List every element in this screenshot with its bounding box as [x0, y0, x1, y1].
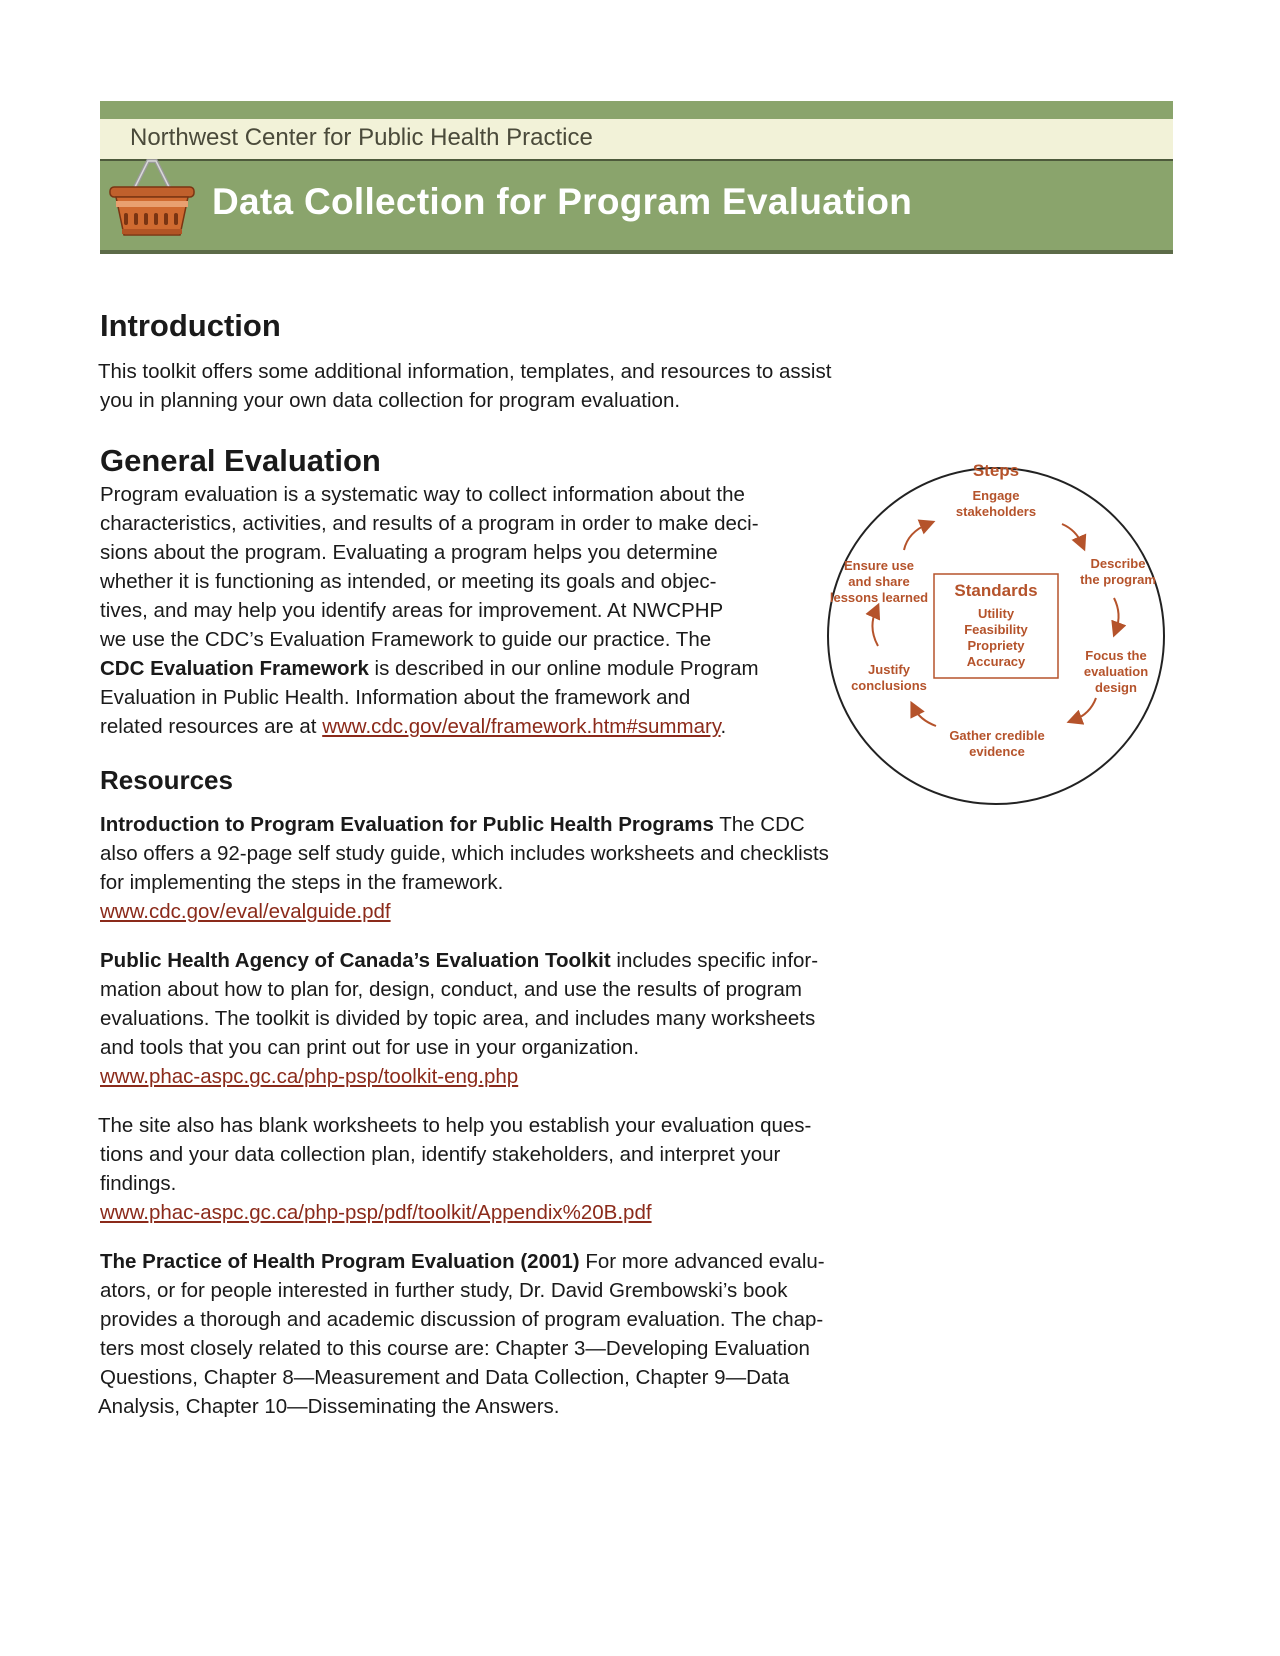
org-bar: [100, 119, 1173, 161]
r2-link-line: [100, 1062, 518, 1091]
step-gather-1: Gather credible: [949, 728, 1045, 743]
step-focus-2: evaluation: [1083, 664, 1149, 679]
r4-line-6: Analysis, Chapter 10—Disseminating the Answers.: [98, 1395, 560, 1418]
general-line-3: sions about the program. Evaluating a program helps you determine: [100, 541, 718, 564]
general-line-9-suffix: .: [720, 715, 727, 738]
r3-line-2: tions and your data collection plan, identify stakeholders, and interpret your: [100, 1143, 781, 1166]
org-name: Northwest Center for Public Health Practice: [130, 124, 593, 151]
r1-line-1: [100, 810, 805, 839]
r4-line-1: [100, 1247, 825, 1276]
r2-title: Public Health Agency of Canada’s Evaluation Toolkit: [100, 949, 611, 972]
step-engage-2: stakeholders: [955, 504, 1037, 519]
r4-title: The Practice of Health Program Evaluation (2001): [100, 1250, 580, 1273]
title-bar: [100, 161, 1173, 254]
r1-line-3: for implementing the steps in the framework.: [100, 871, 504, 894]
step-focus-3: design: [1095, 680, 1137, 695]
r4-line-5: Questions, Chapter 8—Measurement and Data Collection, Chapter 9—Data: [100, 1366, 790, 1389]
standards-title: Standards: [954, 581, 1038, 600]
general-line-6: we use the CDC’s Evaluation Framework to guide our practice. The: [100, 628, 712, 651]
general-evaluation-heading: General Evaluation: [100, 443, 381, 478]
standard-utility: Utility: [977, 606, 1015, 621]
standard-feasibility: Feasibility: [964, 622, 1028, 637]
step-justify-1: Justify: [868, 662, 910, 677]
intro-text-line-1: This toolkit offers some additional information, templates, and resources to assist: [98, 360, 832, 383]
banner-top-stripe: [100, 101, 1173, 119]
step-engage-1: Engage: [972, 488, 1020, 503]
framework-svg: [824, 458, 1168, 814]
phac-appendix-link[interactable]: www.phac-aspc.gc.ca/php-psp/pdf/toolkit/Appendix%20B.pdf: [100, 1201, 652, 1224]
r2-line-4: and tools that you can print out for use in your organization.: [100, 1036, 640, 1059]
cdc-evalguide-link[interactable]: www.cdc.gov/eval/evalguide.pdf: [100, 900, 391, 923]
cdc-framework-link[interactable]: www.cdc.gov/eval/framework.htm#summary: [322, 715, 721, 738]
r4-line-2: ators, or for people interested in further study, Dr. David Grembowski’s book: [100, 1279, 788, 1302]
r2-line-2: mation about how to plan for, design, conduct, and use the results of program: [100, 978, 802, 1001]
general-line-5: tives, and may help you identify areas for improvement. At NWCPHP: [100, 599, 724, 622]
step-gather-2: evidence: [969, 744, 1025, 759]
general-line-9-prefix: related resources are at: [100, 715, 323, 738]
header-banner: [100, 101, 1173, 254]
phac-toolkit-link[interactable]: www.phac-aspc.gc.ca/php-psp/toolkit-eng.php: [100, 1065, 519, 1088]
r4-line-4: ters most closely related to this course are: Chapter 3—Developing Evaluation: [100, 1337, 810, 1360]
step-describe-1: Describe: [1090, 556, 1146, 571]
resources-heading: Resources: [100, 765, 233, 795]
intro-text-line-2: you in planning your own data collection for program evaluation.: [100, 389, 681, 412]
step-ensure-1: Ensure use: [843, 558, 915, 573]
r3-line-1: The site also has blank worksheets to help you establish your evaluation ques-: [98, 1114, 812, 1137]
r1-link-line: [100, 897, 391, 926]
basket-icon: [104, 157, 200, 241]
r2-line-3: evaluations. The toolkit is divided by topic area, and includes many worksheets: [100, 1007, 816, 1030]
step-focus-1: Focus the: [1085, 648, 1147, 663]
r2-line-1: [100, 946, 818, 975]
general-line-7: [100, 654, 759, 683]
step-justify-2: conclusions: [851, 678, 927, 693]
general-line-8: Evaluation in Public Health. Information about the framework and: [100, 686, 691, 709]
intro-heading: Introduction: [100, 308, 281, 343]
steps-title: Steps: [972, 461, 1020, 480]
r2-line-1-rest: includes specific infor-: [610, 949, 819, 972]
general-line-2: characteristics, activities, and results of a program in order to make deci-: [100, 512, 759, 535]
general-line-9: [100, 712, 726, 741]
general-line-7-rest: is described in our online module Program: [368, 657, 759, 680]
step-ensure-2: and share: [848, 574, 910, 589]
r4-line-3: provides a thorough and academic discussion of program evaluation. The chap-: [100, 1308, 824, 1331]
standard-propriety: Propriety: [967, 638, 1025, 653]
evaluation-framework-diagram: [824, 458, 1168, 814]
standard-accuracy: Accuracy: [966, 654, 1026, 669]
r1-title: Introduction to Program Evaluation for Public Health Programs: [100, 813, 714, 836]
general-line-1: Program evaluation is a systematic way to collect information about the: [100, 483, 745, 506]
cdc-framework-bold: CDC Evaluation Framework: [100, 657, 369, 680]
page-title: Data Collection for Program Evaluation: [212, 181, 913, 222]
r3-link-line: [100, 1198, 652, 1227]
step-describe-2: the program: [1080, 572, 1156, 587]
r1-line-1-rest: The CDC: [713, 813, 805, 836]
general-line-4: whether it is functioning as intended, or meeting its goals and objec-: [100, 570, 717, 593]
r4-line-1-rest: For more advanced evalu-: [579, 1250, 825, 1273]
r1-line-2: also offers a 92-page self study guide, which includes worksheets and checklists: [100, 842, 829, 865]
r3-line-3: findings.: [100, 1172, 177, 1195]
step-ensure-3: lessons learned: [829, 590, 929, 605]
